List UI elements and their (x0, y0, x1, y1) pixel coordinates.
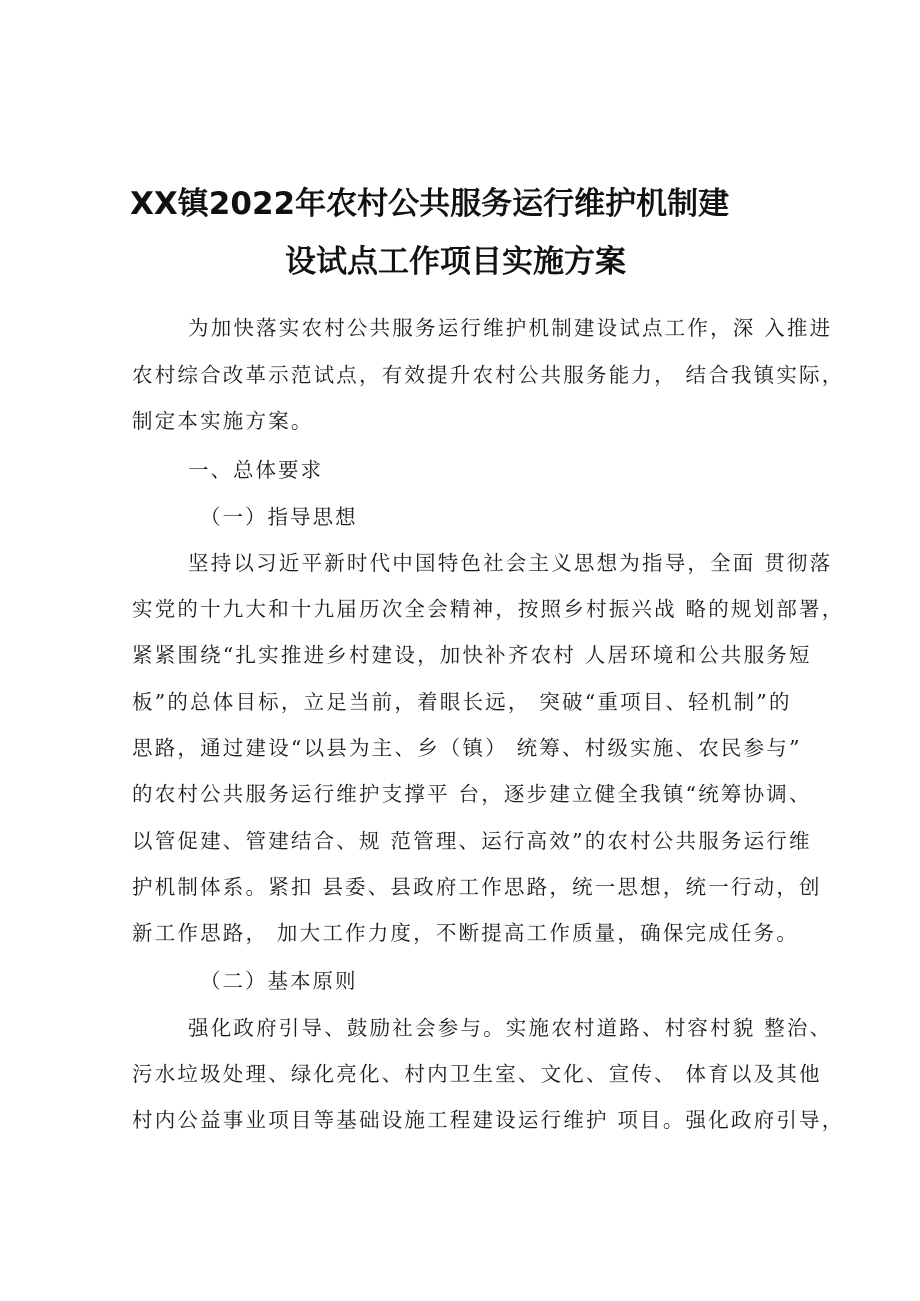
paragraph-line: 紧紧围绕“扎实推进乡村建设，加快补齐农村 人居环境和公共服务短 (132, 643, 812, 667)
paragraph-line: 村内公益事业项目等基础设施工程建设运行维护 项目。强化政府引导， (132, 1108, 845, 1132)
subsection-heading: （二）基本原则 (200, 969, 358, 993)
paragraph-line: 护机制体系。紧扣 县委、县政府工作思路，统一思想，统一行动，创 (132, 875, 822, 899)
section-heading: 一、总体要求 (188, 458, 323, 482)
paragraph-line: 新工作思路， 加大工作力度，不断提高工作质量，确保完成任务。 (132, 921, 800, 945)
intro-line: 制定本实施方案。 (132, 409, 314, 433)
paragraph-line: 的农村公共服务运行维护支撑平 台，逐步建立健全我镇“统筹协调、 (132, 782, 812, 806)
subsection-heading: （一）指导思想 (200, 505, 358, 529)
intro-line: 农村综合改革示范试点，有效提升农村公共服务能力， 结合我镇实际， (132, 363, 845, 387)
document-title-line-2: 设试点工作项目实施方案 (285, 244, 626, 280)
paragraph-line: 坚持以习近平新时代中国特色社会主义思想为指导，全面 贯彻落 (188, 551, 833, 575)
intro-line: 为加快落实农村公共服务运行维护机制建设试点工作，深 入推进 (188, 316, 833, 340)
paragraph-line: 思路，通过建设“以县为主、乡（镇） 统筹、村级实施、农民参与” (132, 736, 802, 760)
paragraph-line: 以管促建、管建结合、规 范管理、运行高效”的农村公共服务运行维 (132, 829, 812, 853)
paragraph-line: 板”的总体目标，立足当前，着眼长远， 突破“重项目、轻机制”的 (132, 690, 792, 714)
document-title-line-1: XX镇2022年农村公共服务运行维护机制建 (130, 186, 730, 222)
paragraph-line: 污水垃圾处理、绿化亮化、村内卫生室、文化、宣传、 体育以及其他 (132, 1062, 822, 1086)
paragraph-line: 实党的十九大和十九届历次全会精神，按照乡村振兴战 略的规划部署， (132, 597, 845, 621)
paragraph-line: 强化政府引导、鼓励社会参与。实施农村道路、村容村貌 整治、 (188, 1016, 833, 1040)
